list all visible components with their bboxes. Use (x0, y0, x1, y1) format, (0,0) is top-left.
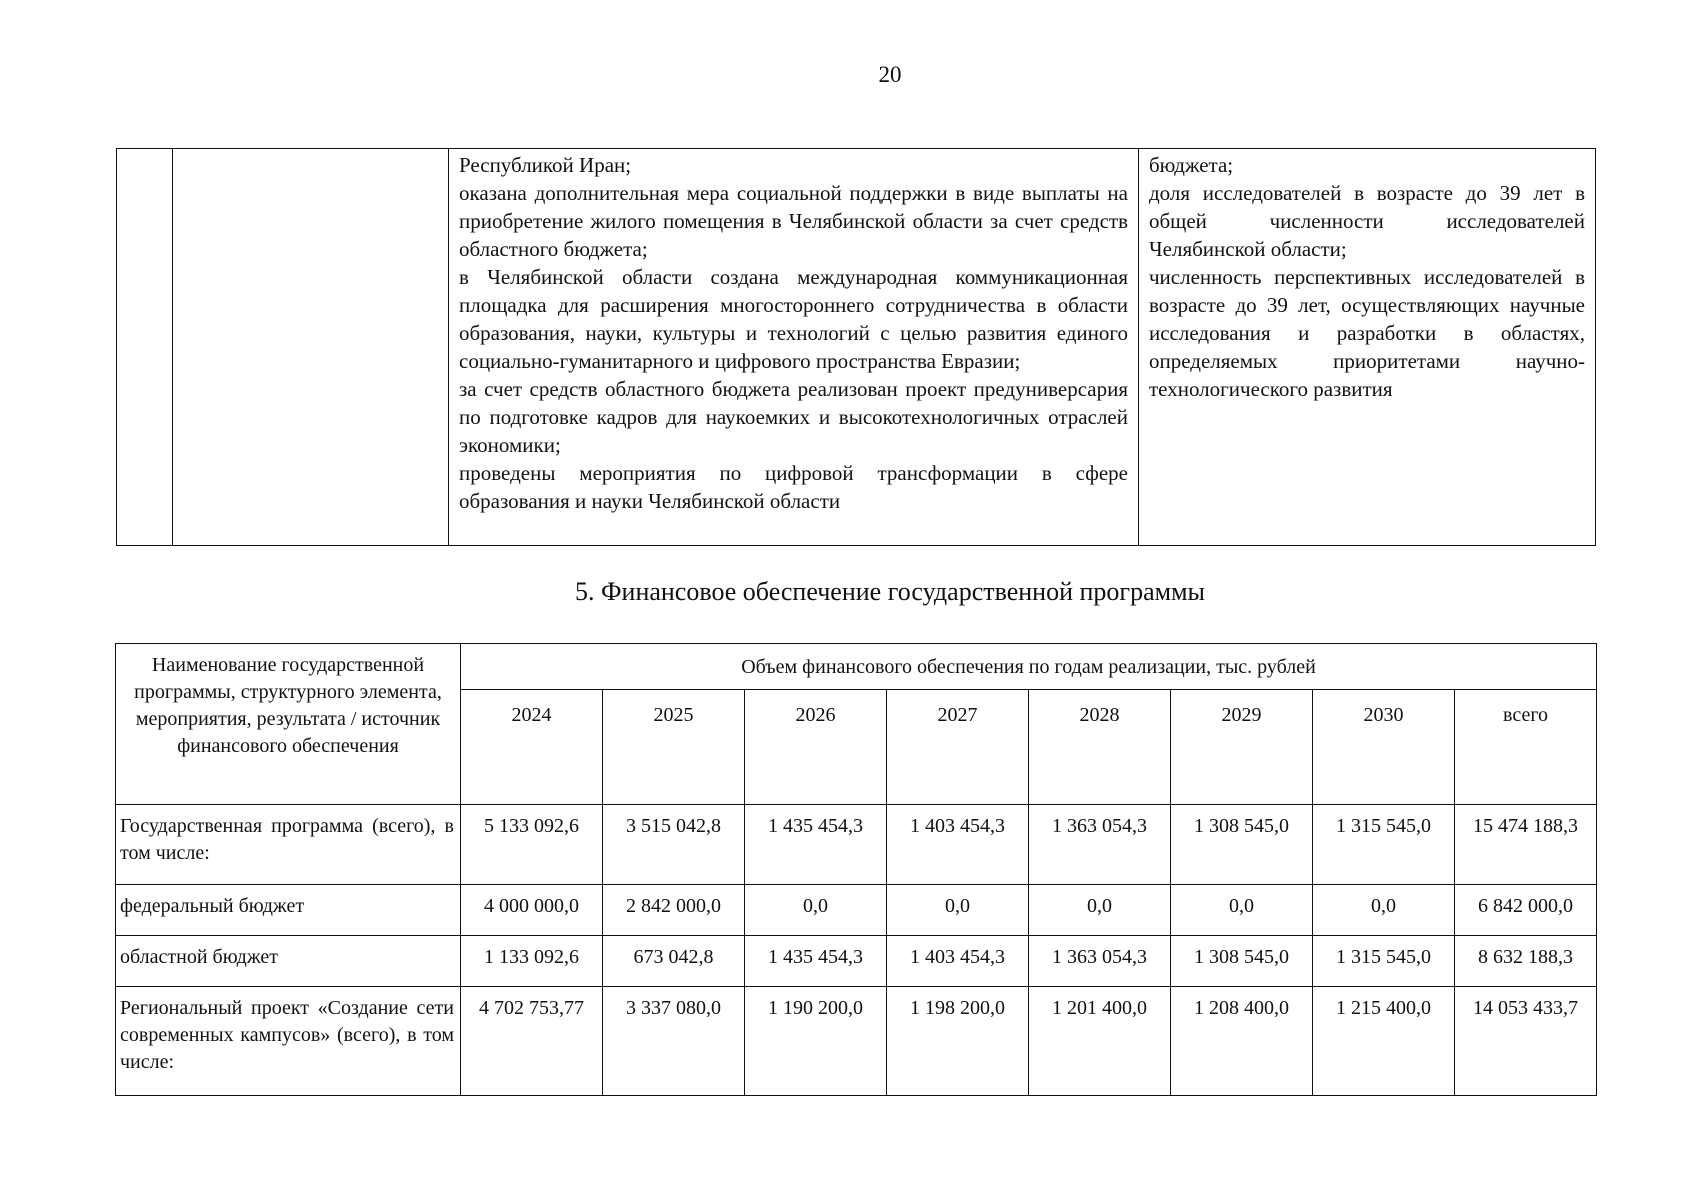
indicators-cell (1139, 149, 1596, 546)
value-cell: 1 308 545,0 (1171, 805, 1313, 885)
value-cell: 1 403 454,3 (887, 936, 1029, 987)
value-cell: 1 435 454,3 (745, 805, 887, 885)
results-paragraph: Республикой Иран; (459, 153, 632, 177)
value-cell: 1 198 200,0 (887, 987, 1029, 1096)
value-cell: 1 435 454,3 (745, 936, 887, 987)
name-column-header: Наименование государственной программы, структурного элемента, мероприятия, результата / источник финансового обеспечения (116, 644, 461, 805)
row-name: федеральный бюджет (116, 885, 461, 936)
value-cell: 3 515 042,8 (603, 805, 745, 885)
value-cell: 0,0 (1171, 885, 1313, 936)
total-header: всего (1455, 690, 1597, 805)
row-name: Региональный проект «Создание сети современных кампусов» (всего), в том числе: (116, 987, 461, 1096)
value-cell: 4 000 000,0 (461, 885, 603, 936)
value-cell: 0,0 (887, 885, 1029, 936)
row-name: Государственная программа (всего), в том числе: (116, 805, 461, 885)
total-cell: 8 632 188,3 (1455, 936, 1597, 987)
continuation-table (116, 148, 1596, 546)
section-title: 5. Финансовое обеспечение государственной программы (574, 577, 1206, 606)
year-header: 2026 (745, 690, 887, 805)
indicator-paragraph: доля исследователей в возрасте до 39 лет в общей численности исследователей Челябинской области; (1149, 181, 1585, 261)
results-cell (449, 149, 1139, 546)
year-header: 2028 (1029, 690, 1171, 805)
results-paragraph: в Челябинской области создана международная коммуникационная площадка для расширения многостороннего сотрудничества в области образования, науки, культуры и технологий с целью развития единого социально-гуманитарного и цифрового пространства Евразии; (459, 265, 1128, 373)
results-paragraph: оказана дополнительная мера социальной поддержки в виде выплаты на приобретение жилого помещения в Челябинской области за счет средств областного бюджета; (459, 181, 1128, 261)
year-header: 2025 (603, 690, 745, 805)
value-cell: 0,0 (1313, 885, 1455, 936)
total-cell: 14 053 433,7 (1455, 987, 1597, 1096)
value-cell: 1 208 400,0 (1171, 987, 1313, 1096)
table-row (116, 805, 1597, 885)
value-cell: 1 133 092,6 (461, 936, 603, 987)
value-cell: 1 363 054,3 (1029, 936, 1171, 987)
results-paragraph: за счет средств областного бюджета реализован проект предуниверсария по подготовке кадров для наукоемких и высокотехнологичных отраслей экономики; (459, 377, 1128, 457)
total-cell: 15 474 188,3 (1455, 805, 1597, 885)
year-header: 2029 (1171, 690, 1313, 805)
element-name-cell (173, 149, 449, 546)
indicator-paragraph: численность перспективных исследователей в возрасте до 39 лет, осуществляющих научные исследования и разработки в областях, определяемых приоритетами научно-технологического развития (1149, 265, 1585, 401)
year-header: 2024 (461, 690, 603, 805)
value-cell: 2 842 000,0 (603, 885, 745, 936)
value-cell: 1 315 545,0 (1313, 936, 1455, 987)
table-row (116, 885, 1597, 936)
finance-table (115, 643, 1597, 1096)
value-cell: 1 308 545,0 (1171, 936, 1313, 987)
value-cell: 5 133 092,6 (461, 805, 603, 885)
value-cell: 1 215 400,0 (1313, 987, 1455, 1096)
value-cell: 1 403 454,3 (887, 805, 1029, 885)
value-cell: 4 702 753,77 (461, 987, 603, 1096)
value-cell: 3 337 080,0 (603, 987, 745, 1096)
value-cell: 1 201 400,0 (1029, 987, 1171, 1096)
number-cell (117, 149, 173, 546)
value-cell: 1 363 054,3 (1029, 805, 1171, 885)
value-cell: 1 190 200,0 (745, 987, 887, 1096)
volume-column-header: Объем финансового обеспечения по годам реализации, тыс. рублей (461, 644, 1597, 690)
value-cell: 0,0 (1029, 885, 1171, 936)
value-cell: 1 315 545,0 (1313, 805, 1455, 885)
indicator-paragraph: бюджета; (1149, 153, 1234, 177)
table-row (116, 936, 1597, 987)
results-paragraph: проведены мероприятия по цифровой трансформации в сфере образования и науки Челябинской области (459, 461, 1128, 513)
page-number: 20 (878, 62, 902, 87)
year-header: 2030 (1313, 690, 1455, 805)
row-name: областной бюджет (116, 936, 461, 987)
year-header: 2027 (887, 690, 1029, 805)
table-row (116, 987, 1597, 1096)
value-cell: 0,0 (745, 885, 887, 936)
total-cell: 6 842 000,0 (1455, 885, 1597, 936)
value-cell: 673 042,8 (603, 936, 745, 987)
